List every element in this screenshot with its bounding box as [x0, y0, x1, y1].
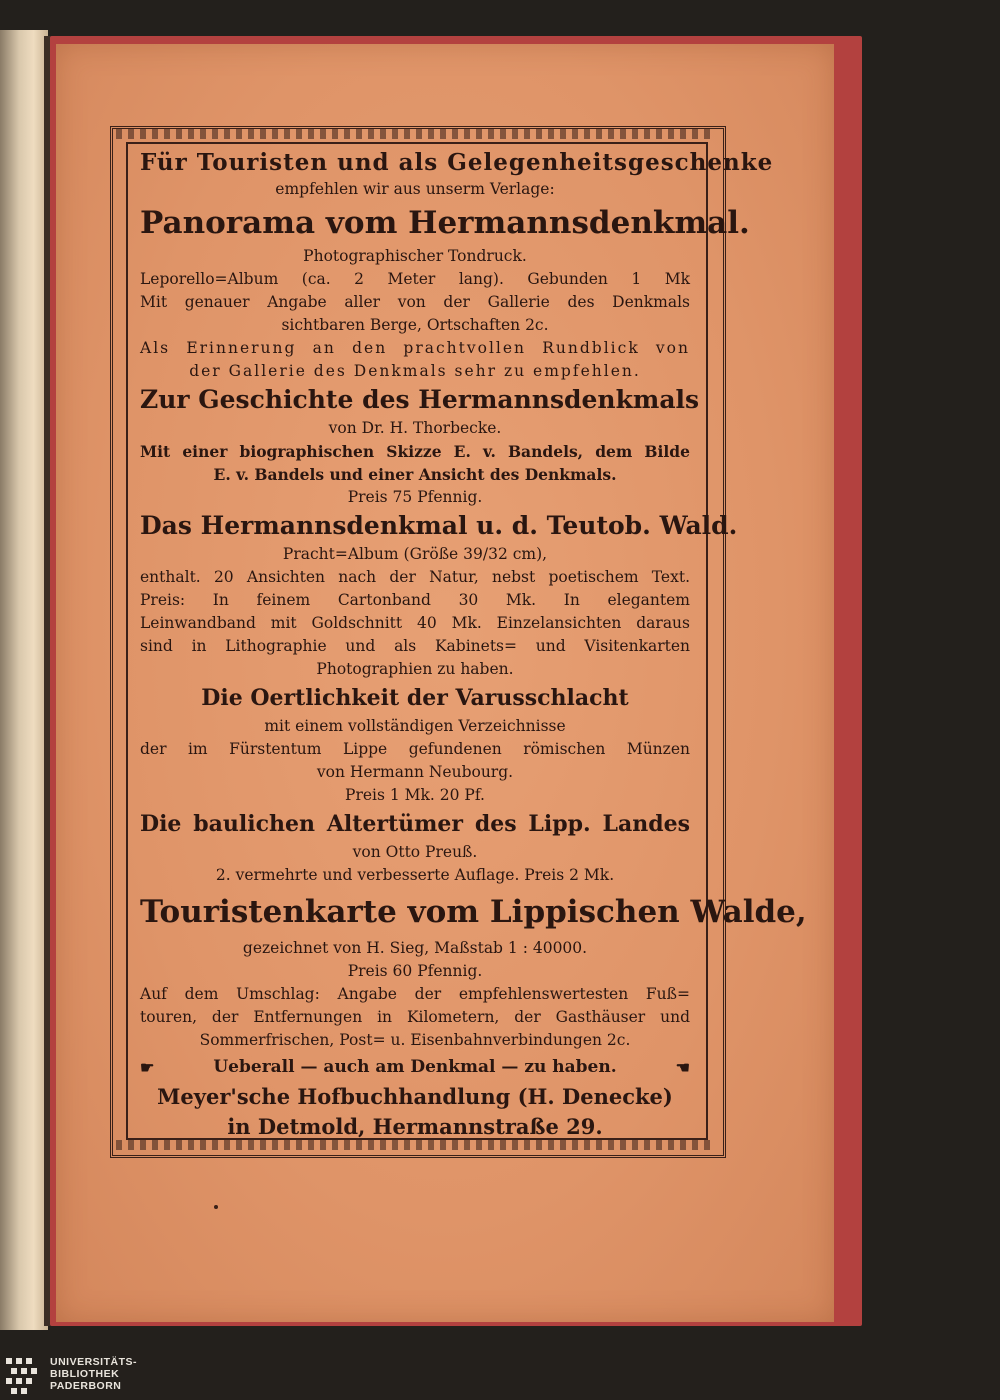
item-line: Leporello=Album (ca. 2 Meter lang). Gebunden 1 Mk — [140, 270, 690, 288]
ad-header: Für Touristen und als Gelegenheitsgeschenke — [140, 149, 774, 176]
item-line: Sommerfrischen, Post= u. Eisenbahnverbindungen 2c. — [199, 1031, 631, 1049]
publisher-name: Meyer'sche Hofbuchhandlung (H. Denecke) — [157, 1084, 673, 1109]
item-line: Preis 75 Pfennig. — [347, 488, 483, 506]
item-line: Preis 1 Mk. 20 Pf. — [345, 786, 485, 804]
availability-banner — [140, 1052, 690, 1082]
hand-pointer-left-icon: ☚ — [675, 1057, 690, 1077]
item-title-touristenkarte: Touristenkarte vom Lippischen Walde, — [140, 894, 807, 930]
item-line: Photographischer Tondruck. — [303, 247, 527, 265]
item-title-varusschlacht: Die Oertlichkeit der Varusschlacht — [201, 685, 629, 711]
item-line: Pracht=Album (Größe 39/32 cm), — [282, 545, 548, 563]
item-line: der im Fürstentum Lippe gefundenen römischen Münzen — [140, 740, 690, 758]
item-title-panorama: Panorama vom Hermannsdenkmal. — [140, 205, 750, 241]
ink-speck — [214, 1205, 218, 1209]
advertisement-text — [140, 148, 807, 1142]
item-line: von Otto Preuß. — [352, 843, 478, 861]
item-line: der Gallerie des Denkmals sehr zu empfehlen. — [189, 362, 641, 380]
item-line: Auf dem Umschlag: Angabe der empfehlenswertesten Fuß= — [140, 985, 690, 1003]
item-line: von Dr. H. Thorbecke. — [328, 419, 502, 437]
item-line: gezeichnet von H. Sieg, Maßstab 1 : 40000. — [242, 939, 588, 957]
item-line: Preis: In feinem Cartonband 30 Mk. In elegantem — [140, 591, 690, 609]
item-line: E. v. Bandels und einer Ansicht des Denkmals. — [213, 465, 617, 484]
library-footer-bar — [0, 1350, 1000, 1400]
item-line: touren, der Entfernungen in Kilometern, der Gasthäuser und — [140, 1008, 690, 1026]
banner-text: Ueberall — auch am Denkmal — zu haben. — [213, 1057, 617, 1077]
item-line: Mit einer biographischen Skizze E. v. Bandels, dem Bilde — [140, 442, 690, 461]
library-logo-text — [50, 1356, 137, 1392]
item-title-album: Das Hermannsdenkmal u. d. Teutob. Wald. — [140, 511, 738, 540]
greek-key-border-top — [116, 129, 714, 139]
library-logo-icon — [6, 1358, 42, 1394]
logo-line: UNIVERSITÄTS- — [50, 1356, 138, 1368]
item-line: Als Erinnerung an den prachtvollen Rundblick von — [140, 339, 690, 357]
item-line: sichtbaren Berge, Ortschaften 2c. — [281, 316, 549, 334]
hand-pointer-right-icon: ☛ — [140, 1057, 155, 1077]
publisher-address: in Detmold, Hermannstraße 29. — [227, 1114, 603, 1139]
item-title-geschichte: Zur Geschichte des Hermannsdenkmals — [140, 385, 700, 414]
item-line: Mit genauer Angabe aller von der Gallerie des Denkmals — [140, 293, 690, 311]
item-line: von Hermann Neubourg. — [316, 763, 514, 781]
item-line: enthalt. 20 Ansichten nach der Natur, nebst poetischem Text. — [140, 568, 690, 586]
book-spine — [0, 30, 48, 1330]
item-title-altertuemer: Die baulichen Altertümer des Lipp. Landes — [140, 811, 690, 837]
ad-header-sub: empfehlen wir aus unserm Verlage: — [275, 180, 555, 198]
item-line: 2. vermehrte und verbesserte Auflage. Preis 2 Mk. — [215, 866, 615, 884]
item-line: sind in Lithographie und als Kabinets= und Visitenkarten — [140, 637, 690, 655]
logo-line: BIBLIOTHEK — [50, 1368, 120, 1380]
item-line: Photographien zu haben. — [316, 660, 514, 678]
item-line: Preis 60 Pfennig. — [347, 962, 483, 980]
item-line: mit einem vollständigen Verzeichnisse — [264, 717, 566, 735]
logo-line: PADERBORN — [50, 1380, 122, 1392]
item-line: Leinwandband mit Goldschnitt 40 Mk. Einzelansichten daraus — [140, 614, 690, 632]
